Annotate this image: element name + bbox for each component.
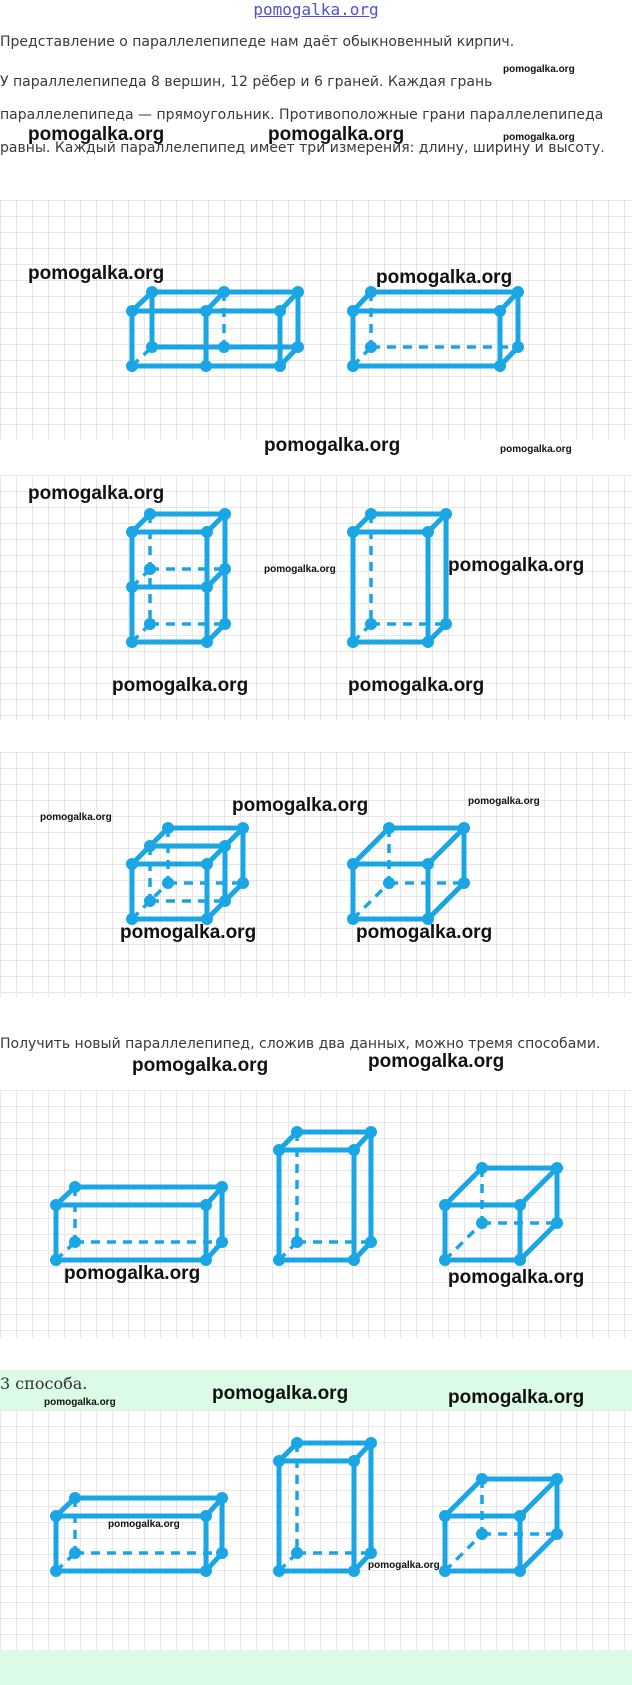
watermark: pomogalka.org	[448, 1267, 585, 1288]
watermark: pomogalka.org	[44, 1397, 116, 1408]
watermark: pomogalka.org	[232, 795, 369, 816]
watermark: pomogalka.org	[264, 435, 401, 456]
watermark: pomogalka.org	[28, 483, 165, 504]
box-two-cubes-depth	[126, 822, 249, 925]
watermark: pomogalka.org	[348, 675, 485, 696]
watermark: pomogalka.org	[500, 444, 572, 455]
box-long-horizontal	[347, 286, 524, 372]
site-title-link[interactable]: pomogalka.org	[253, 0, 379, 19]
box-tall-vertical	[347, 508, 452, 648]
watermark: pomogalka.org	[108, 1519, 180, 1530]
watermark: pomogalka.org	[268, 124, 405, 145]
paragraph-properties: У параллелепипеда 8 вершин, 12 рёбер и 6 граней. Каждая грань параллелепипеда — прямоугольник. Противоположные грани параллелепипеда равны. Каждый параллелепипед имеет три измерения: длину, ширину и высоту.	[0, 74, 605, 156]
answer-box-tall	[273, 1437, 377, 1577]
result-box-wide	[50, 1181, 228, 1266]
result-box-tall	[273, 1126, 377, 1266]
box-two-cubes-horizontal	[126, 286, 304, 372]
watermark: pomogalka.org	[368, 1051, 505, 1072]
watermark: pomogalka.org	[468, 796, 540, 807]
watermark: pomogalka.org	[264, 564, 336, 575]
watermark: pomogalka.org	[28, 124, 165, 145]
watermark: pomogalka.org	[28, 263, 165, 284]
watermark: pomogalka.org	[112, 675, 249, 696]
watermark: pomogalka.org	[368, 1560, 440, 1571]
watermark: pomogalka.org	[448, 1387, 585, 1408]
watermark: pomogalka.org	[503, 132, 575, 143]
watermark: pomogalka.org	[40, 812, 112, 823]
watermark: pomogalka.org	[503, 64, 575, 75]
watermark: pomogalka.org	[376, 267, 513, 288]
watermark: pomogalka.org	[132, 1055, 269, 1076]
box-deep	[347, 822, 470, 925]
answer-box-deep	[439, 1473, 563, 1577]
watermark: pomogalka.org	[64, 1263, 201, 1284]
paragraph-three-ways: Получить новый параллелепипед, сложив два данных, можно тремя способами.	[0, 1036, 601, 1052]
watermark: pomogalka.org	[448, 555, 585, 576]
answer-box-wide	[50, 1492, 228, 1577]
watermark: pomogalka.org	[212, 1383, 349, 1404]
watermark: pomogalka.org	[120, 922, 257, 943]
watermark: pomogalka.org	[356, 922, 493, 943]
paragraph-brick: Представление о параллелепипеде нам даёт обыкновенный кирпич.	[0, 34, 515, 50]
box-two-cubes-vertical	[126, 508, 231, 648]
paragraph-answer: 3 способа.	[0, 1374, 88, 1393]
result-box-deep	[439, 1162, 563, 1266]
